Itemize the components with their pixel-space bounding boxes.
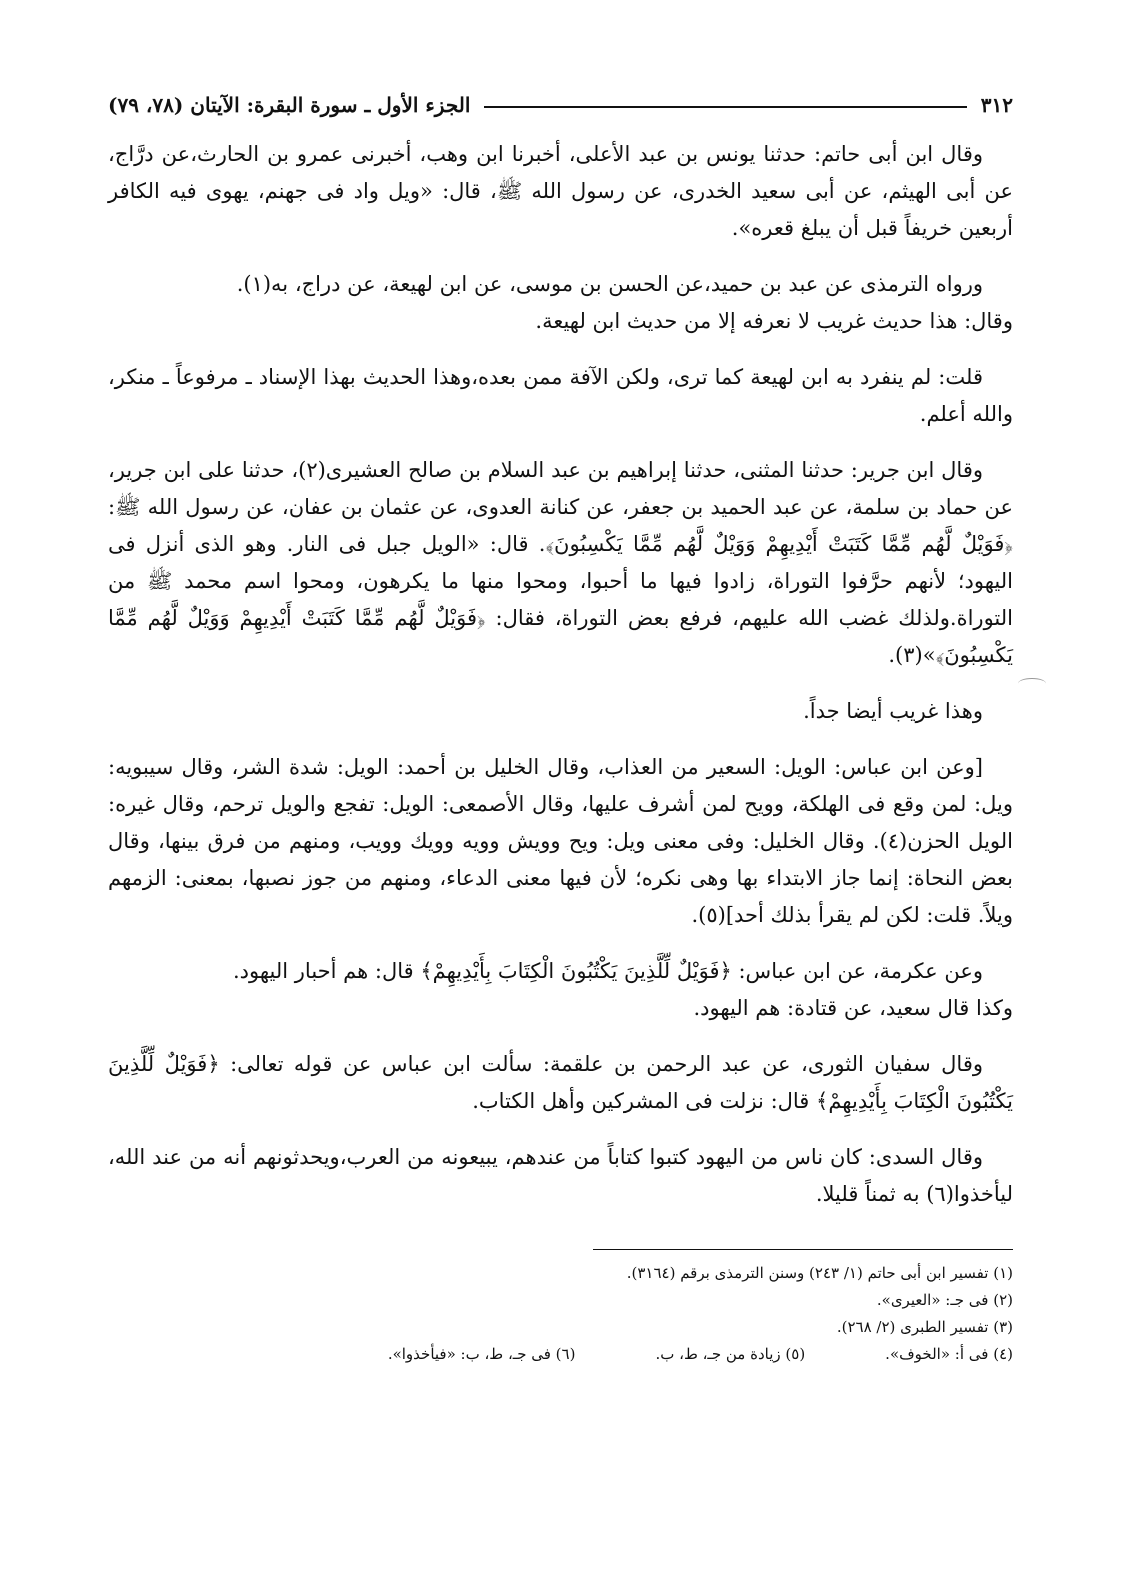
header-rule (484, 106, 966, 108)
footnote-3: (٣) تفسير الطبرى (٢/ ٢٦٨). (836, 1318, 1013, 1336)
paragraph-3: وقال: هذا حديث غريب لا نعرفه إلا من حديث ابن لهيعة. (535, 309, 1013, 333)
running-header (108, 90, 1013, 120)
margin-mark (1018, 678, 1046, 689)
paragraph-9: وكذا قال سعيد، عن قتادة: هم اليهود. (693, 996, 1013, 1020)
footnote-6: (٦) فى جـ، ط، ب: «فيأخذوا». (387, 1345, 576, 1363)
paragraph-8: وعن عكرمة، عن ابن عباس: ﴿فَوَيْلٌ لِّلَّذِينَ يَكْتُبُونَ الْكِتَابَ بِأَيْدِيهِمْ﴾ قال: هم أحبار اليهود. (232, 959, 983, 983)
footnote-5: (٥) زيادة من جـ، ط، ب. (655, 1345, 806, 1363)
footnotes (108, 1260, 1013, 1368)
paragraph-6: وهذا غريب أيضا جداً. (803, 699, 983, 723)
page-number: ٣١٢ (980, 93, 1013, 117)
footnote-4: (٤) فى أ: «الخوف». (885, 1345, 1013, 1363)
paragraph-10: وقال سفيان الثورى، عن عبد الرحمن بن علقمة: سألت ابن عباس عن قوله تعالى: ﴿فَوَيْلٌ لِّلَّذِينَ يَكْتُبُونَ الْكِتَابَ بِأَيْدِيهِمْ﴾ قال: نزلت فى المشركين وأهل الكتاب. (108, 1052, 1013, 1113)
footnote-1: (١) تفسير ابن أبى حاتم (١/ ٢٤٣) وسنن الترمذى برقم (٣١٦٤). (626, 1264, 1013, 1282)
body-text (108, 136, 1013, 1213)
header-title: الجزء الأول ـ سورة البقرة: الآيتان (٧٨، ٧٩) (108, 93, 471, 117)
paragraph-11: وقال السدى: كان ناس من اليهود كتبوا كتاباً من عندهم، يبيعونه من العرب،ويحدثونهم أنه من عند الله، ليأخذوا(٦) به ثمناً قليلا. (108, 1145, 1013, 1206)
paragraph-5: وقال ابن جرير: حدثنا المثنى، حدثنا إبراهيم بن عبد السلام بن صالح العشيرى(٢)، حدثنا على ابن جرير، عن حماد بن سلمة، عن عبد الحميد بن جعفر، عن كنانة العدوى، عن عثمان بن عفان، عن رسول الله ﷺ: ﴿فَوَيْلٌ لَّهُم مِّمَّا كَتَبَتْ أَيْدِيهِمْ وَوَيْلٌ لَّهُم مِّمَّا يَكْسِبُونَ﴾. قال: «الويل جبل فى النار. وهو الذى أنزل فى اليهود؛ لأنهم حرَّفوا التوراة، زادوا فيها ما أحبوا، ومحوا منها ما يكرهون، ومحوا اسم محمد ﷺ من التوراة.ولذلك غضب الله عليهم، فرفع بعض التوراة، فقال: ﴿فَوَيْلٌ لَّهُم مِّمَّا كَتَبَتْ أَيْدِيهِمْ وَوَيْلٌ لَّهُم مِّمَّا يَكْسِبُونَ﴾»(٣). (108, 458, 1013, 667)
paragraph-4: قلت: لم ينفرد به ابن لهيعة كما ترى، ولكن الآفة ممن بعده،وهذا الحديث بهذا الإسناد ـ مرفوعاً ـ منكر، والله أعلم. (108, 365, 1013, 426)
footnote-rule (593, 1249, 1013, 1250)
paragraph-1: وقال ابن أبى حاتم: حدثنا يونس بن عبد الأعلى، أخبرنا ابن وهب، أخبرنى عمرو بن الحارث،عن درَّاج، عن أبى الهيثم، عن أبى سعيد الخدرى، عن رسول الله ﷺ، قال: «ويل واد فى جهنم، يهوى فيه الكافر أربعين خريفاً قبل أن يبلغ قعره». (108, 142, 1013, 240)
paragraph-7: [وعن ابن عباس: الويل: السعير من العذاب، وقال الخليل بن أحمد: الويل: شدة الشر، وقال سيبويه: ويل: لمن وقع فى الهلكة، وويح لمن أشرف عليها، وقال الأصمعى: الويل: تفجع والويل ترحم، وقال غيره: الويل الحزن(٤). وقال الخليل: وفى معنى ويل: ويح وويش وويه وويك وويب، ومنهم من فرق بينها، وقال بعض النحاة: إنما جاز الابتداء بها وهى نكره؛ لأن فيها معنى الدعاء، ومنهم من جوز نصبها، بمعنى: الزمهم ويلاً. قلت: لكن لم يقرأ بذلك أحد](٥). (108, 755, 1013, 927)
paragraph-2: ورواه الترمذى عن عبد بن حميد،عن الحسن بن موسى، عن ابن لهيعة، عن دراج، به(١). (236, 272, 983, 296)
footnote-row (108, 1341, 1013, 1368)
footnote-2: (٢) فى جـ: «العيرى». (876, 1291, 1013, 1309)
